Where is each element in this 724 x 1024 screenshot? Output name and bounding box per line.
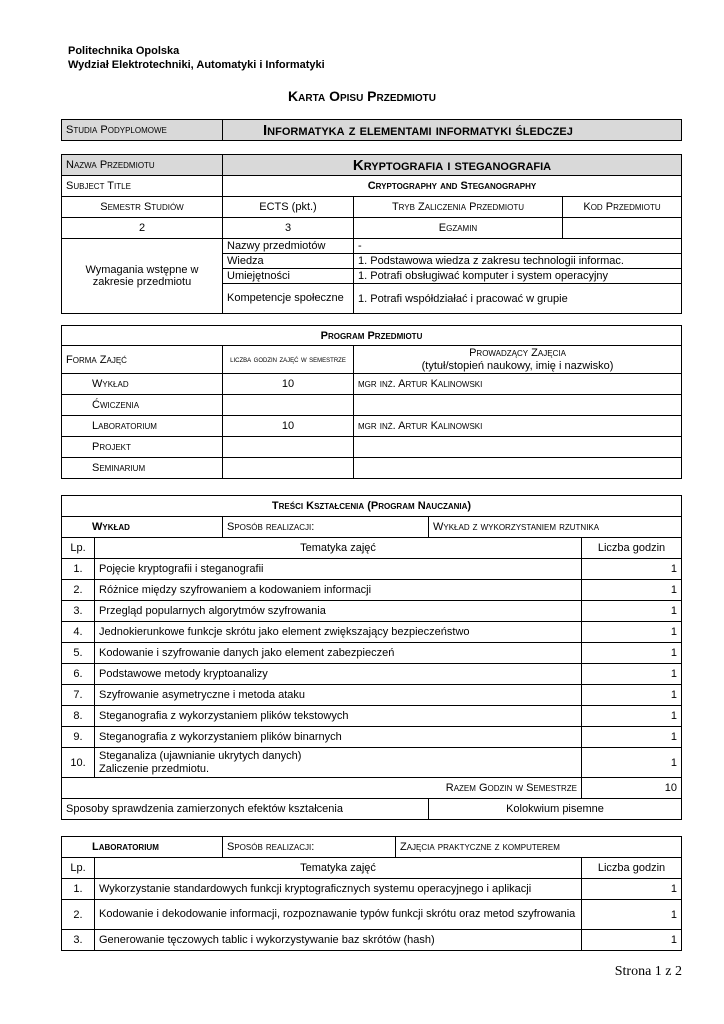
req-key: Umiejętności — [223, 269, 354, 284]
lab-item-hours: 1 — [582, 930, 682, 951]
req-value: 1. Podstawowa wiedza z zakresu technologii informac. — [354, 254, 682, 269]
lecture-table — [61, 495, 682, 820]
document-header — [68, 44, 325, 72]
university-name: Politechnika Opolska — [68, 45, 180, 57]
lecturer-label: Prowadzący Zajęcia — [469, 346, 566, 359]
lecture-item-hours: 1 — [582, 685, 682, 706]
form-name: Projekt — [62, 437, 223, 458]
form-lecturer — [354, 395, 682, 416]
col-hours: Liczba godzin — [582, 538, 682, 559]
form-hours: 10 — [223, 416, 354, 437]
subject-table — [61, 154, 682, 314]
lecture-item-lp: 1. — [62, 559, 95, 580]
req-value: 1. Potrafi współdziałać i pracować w grupie — [354, 284, 682, 314]
req-value: 1. Potrafi obsługiwać komputer i system operacyjny — [354, 269, 682, 284]
col-topic: Tematyka zajęć — [95, 538, 582, 559]
lecture-item-hours: 1 — [582, 601, 682, 622]
tryb-label: Tryb Zaliczenia Przedmiotu — [354, 197, 563, 218]
lecture-item-topic-line: Zaliczenie przedmiotu. — [99, 762, 210, 775]
lab-item-topic: Wykorzystanie standardowych funkcji kryptograficznych systemu operacyjnego i aplikacji — [95, 879, 582, 900]
lecture-type: Wykład — [62, 517, 223, 538]
req-value: - — [354, 239, 682, 254]
form-hours — [223, 395, 354, 416]
lecture-item-topic: Kodowanie i szyfrowanie danych jako element zabezpieczeń — [95, 643, 582, 664]
program-title: Program Przedmiotu — [62, 326, 682, 346]
lecture-item-lp: 2. — [62, 580, 95, 601]
lab-type: Laboratorium — [62, 837, 223, 858]
lab-table — [61, 836, 682, 951]
document-title: Karta Opisu Przedmiotu — [288, 88, 436, 104]
subject-name-label: Nazwa Przedmiotu — [62, 155, 223, 176]
col-form-label: Forma Zajęć — [62, 346, 223, 374]
ects-value: 3 — [223, 218, 354, 239]
lecture-item-lp: 7. — [62, 685, 95, 706]
form-name: Ćwiczenia — [62, 395, 223, 416]
form-lecturer: mgr inż. Artur Kalinowski — [354, 374, 682, 395]
lecture-section-title: Treści Kształcenia (Program Nauczania) — [62, 496, 682, 517]
form-hours — [223, 437, 354, 458]
lecture-item-lp: 4. — [62, 622, 95, 643]
col-topic: Tematyka zajęć — [95, 858, 582, 879]
page-number: Strona 1 z 2 — [614, 964, 682, 979]
lecture-item-hours: 1 — [582, 748, 682, 778]
semester-value: 2 — [62, 218, 223, 239]
form-name: Wykład — [62, 374, 223, 395]
subject-name-value: Kryptografia i steganografia — [223, 155, 682, 176]
faculty-name: Wydział Elektrotechniki, Automatyki i Informatyki — [68, 59, 325, 71]
lab-item-hours: 1 — [582, 879, 682, 900]
lecture-item-topic: Steganografia z wykorzystaniem plików tekstowych — [95, 706, 582, 727]
form-hours: 10 — [223, 374, 354, 395]
kod-value — [563, 218, 682, 239]
form-name: Seminarium — [62, 458, 223, 479]
lab-item-lp: 3. — [62, 930, 95, 951]
lecture-item-lp: 5. — [62, 643, 95, 664]
form-name: Laboratorium — [62, 416, 223, 437]
lab-item-hours: 1 — [582, 900, 682, 930]
lecture-item-topic — [95, 748, 582, 778]
form-hours — [223, 458, 354, 479]
form-lecturer — [354, 437, 682, 458]
program-table — [61, 325, 682, 479]
lecturer-sublabel: (tytuł/stopień naukowy, imię i nazwisko) — [421, 359, 614, 372]
lecture-item-hours: 1 — [582, 580, 682, 601]
lecture-item-lp: 3. — [62, 601, 95, 622]
lab-method-value: Zajęcia praktyczne z komputerem — [396, 837, 682, 858]
semester-label: Semestr Studiów — [62, 197, 223, 218]
lecture-item-hours: 1 — [582, 559, 682, 580]
lecture-item-hours: 1 — [582, 664, 682, 685]
lab-item-topic: Kodowanie i dekodowanie informacji, rozpoznawanie typów funkcji skrótu oraz metod szyfrowania — [95, 900, 582, 930]
col-lp: Lp. — [62, 858, 95, 879]
total-value: 10 — [582, 778, 682, 799]
lecture-item-lp: 9. — [62, 727, 95, 748]
lecture-method-label: Sposób realizacji: — [223, 517, 429, 538]
form-lecturer — [354, 458, 682, 479]
col-hours-label: liczba godzin zajęć w semestrze — [223, 346, 354, 374]
lecture-item-hours: 1 — [582, 727, 682, 748]
lecture-item-hours: 1 — [582, 706, 682, 727]
lab-method-label: Sposób realizacji: — [223, 837, 396, 858]
lecture-item-topic: Pojęcie kryptografii i steganografii — [95, 559, 582, 580]
ects-label: ECTS (pkt.) — [223, 197, 354, 218]
lecture-item-topic: Szyfrowanie asymetryczne i metoda ataku — [95, 685, 582, 706]
lecture-item-topic: Przegląd popularnych algorytmów szyfrowania — [95, 601, 582, 622]
lecture-item-lp: 6. — [62, 664, 95, 685]
form-lecturer: mgr inż. Artur Kalinowski — [354, 416, 682, 437]
lecture-item-topic: Jednokierunkowe funkcje skrótu jako element zwiększający bezpieczeństwo — [95, 622, 582, 643]
lecture-item-lp: 8. — [62, 706, 95, 727]
lecture-item-topic-line: Steganaliza (ujawnianie ukrytych danych) — [99, 749, 302, 762]
col-hours: Liczba godzin — [582, 858, 682, 879]
col-lp: Lp. — [62, 538, 95, 559]
req-key: Wiedza — [223, 254, 354, 269]
tryb-value: Egzamin — [354, 218, 563, 239]
subject-title-label: Subject Title — [62, 176, 223, 197]
total-label: Razem Godzin w Semestrze — [62, 778, 582, 799]
assessment-value: Kolokwium pisemne — [429, 799, 682, 820]
req-key: Kompetencje społeczne — [223, 284, 354, 314]
studies-value: Informatyka z elementami informatyki śledczej — [223, 120, 682, 141]
subject-title-value: Cryptography and Steganography — [223, 176, 682, 197]
lecture-item-topic: Różnice między szyfrowaniem a kodowaniem informacji — [95, 580, 582, 601]
kod-label: Kod Przedmiotu — [563, 197, 682, 218]
req-key: Nazwy przedmiotów — [223, 239, 354, 254]
col-lecturer-label — [354, 346, 682, 374]
requirements-label: Wymagania wstępne w zakresie przedmiotu — [62, 239, 223, 314]
lecture-item-topic: Steganografia z wykorzystaniem plików binarnych — [95, 727, 582, 748]
studies-table — [61, 119, 682, 141]
studies-label: Studia Podyplomowe — [62, 120, 223, 141]
lecture-item-lp: 10. — [62, 748, 95, 778]
assessment-label: Sposoby sprawdzenia zamierzonych efektów kształcenia — [62, 799, 429, 820]
lab-item-lp: 1. — [62, 879, 95, 900]
lecture-method-value: Wykład z wykorzystaniem rzutnika — [429, 517, 682, 538]
lecture-item-hours: 1 — [582, 643, 682, 664]
lab-item-lp: 2. — [62, 900, 95, 930]
lab-item-topic: Generowanie tęczowych tablic i wykorzystywanie baz skrótów (hash) — [95, 930, 582, 951]
lecture-item-hours: 1 — [582, 622, 682, 643]
lecture-item-topic: Podstawowe metody kryptoanalizy — [95, 664, 582, 685]
